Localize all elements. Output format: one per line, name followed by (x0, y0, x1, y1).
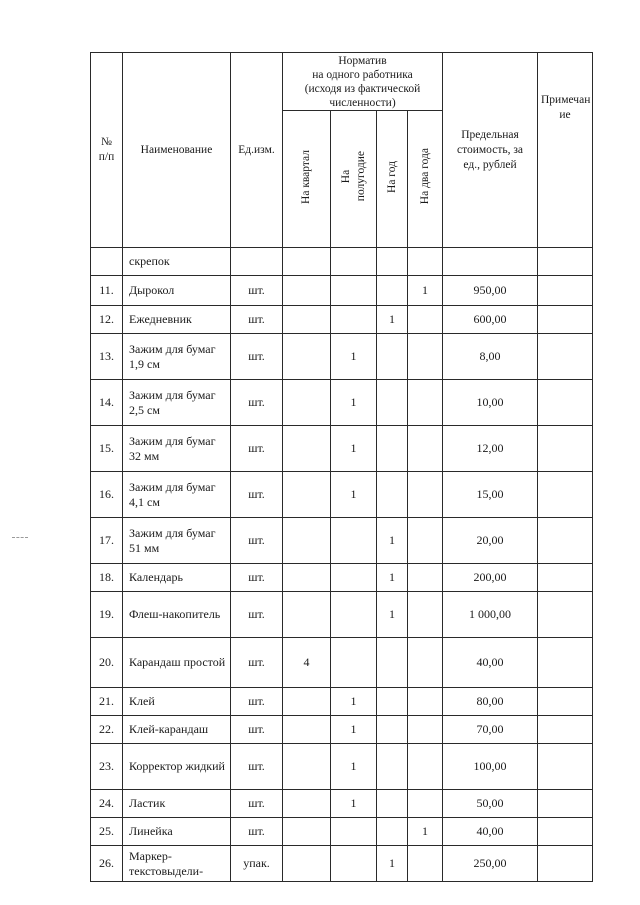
qty-halfyear (331, 846, 377, 882)
unit-cell: шт. (231, 638, 283, 688)
qty-twoyears: 1 (408, 276, 443, 306)
price-cell: 8,00 (443, 334, 538, 380)
row-number: 16. (91, 472, 123, 518)
qty-halfyear: 1 (331, 688, 377, 716)
row-number: 23. (91, 744, 123, 790)
qty-quarter (283, 592, 331, 638)
table-body (91, 248, 593, 882)
unit-cell: шт. (231, 818, 283, 846)
row-number: 26. (91, 846, 123, 882)
price-cell: 200,00 (443, 564, 538, 592)
qty-year (377, 638, 408, 688)
qty-halfyear: 1 (331, 426, 377, 472)
note-cell (538, 426, 593, 472)
unit-cell: шт. (231, 426, 283, 472)
note-cell (538, 790, 593, 818)
item-name: Маркер-текстовыдели- (123, 846, 231, 882)
qty-year (377, 472, 408, 518)
table-row (91, 472, 593, 518)
unit-cell: шт. (231, 688, 283, 716)
qty-quarter (283, 518, 331, 564)
item-name: Зажим для бумаг 51 мм (123, 518, 231, 564)
qty-twoyears (408, 564, 443, 592)
item-name: Дырокол (123, 276, 231, 306)
margin-mark (12, 537, 28, 538)
row-number: 20. (91, 638, 123, 688)
table-row (91, 846, 593, 882)
unit-cell (231, 248, 283, 276)
qty-twoyears (408, 846, 443, 882)
item-name: Зажим для бумаг 4,1 см (123, 472, 231, 518)
row-number: 21. (91, 688, 123, 716)
qty-twoyears (408, 716, 443, 744)
table-row (91, 638, 593, 688)
qty-quarter (283, 248, 331, 276)
price-cell: 12,00 (443, 426, 538, 472)
qty-quarter (283, 334, 331, 380)
header-norm: Норматив на одного работника (исходя из фактической численности) (283, 53, 443, 111)
qty-quarter (283, 818, 331, 846)
note-cell (538, 334, 593, 380)
qty-quarter (283, 426, 331, 472)
qty-twoyears (408, 426, 443, 472)
price-cell: 20,00 (443, 518, 538, 564)
price-cell: 15,00 (443, 472, 538, 518)
table-row (91, 744, 593, 790)
header-name: Наименование (123, 53, 231, 248)
item-name: Линейка (123, 818, 231, 846)
header-year: На год (377, 111, 408, 248)
qty-twoyears (408, 790, 443, 818)
note-cell (538, 564, 593, 592)
row-number: 15. (91, 426, 123, 472)
item-name: Ластик (123, 790, 231, 818)
table-row (91, 306, 593, 334)
table-row (91, 276, 593, 306)
table-row (91, 688, 593, 716)
qty-twoyears (408, 380, 443, 426)
qty-halfyear: 1 (331, 744, 377, 790)
price-cell: 100,00 (443, 744, 538, 790)
qty-year (377, 818, 408, 846)
qty-twoyears (408, 306, 443, 334)
qty-twoyears (408, 248, 443, 276)
qty-halfyear: 1 (331, 334, 377, 380)
qty-year (377, 790, 408, 818)
qty-quarter (283, 380, 331, 426)
qty-year: 1 (377, 592, 408, 638)
note-cell (538, 638, 593, 688)
unit-cell: шт. (231, 790, 283, 818)
item-name: Зажим для бумаг 2,5 см (123, 380, 231, 426)
row-number: 13. (91, 334, 123, 380)
price-cell: 600,00 (443, 306, 538, 334)
item-name: Карандаш простой (123, 638, 231, 688)
table-row (91, 592, 593, 638)
unit-cell: шт. (231, 744, 283, 790)
price-cell (443, 248, 538, 276)
qty-year (377, 688, 408, 716)
price-cell: 10,00 (443, 380, 538, 426)
qty-halfyear: 1 (331, 472, 377, 518)
item-name: Календарь (123, 564, 231, 592)
item-name: Корректор жидкий (123, 744, 231, 790)
qty-halfyear: 1 (331, 716, 377, 744)
table-row (91, 334, 593, 380)
qty-halfyear (331, 638, 377, 688)
header-halfyear: На полугодие (331, 111, 377, 248)
qty-quarter (283, 472, 331, 518)
note-cell (538, 472, 593, 518)
qty-year (377, 716, 408, 744)
qty-twoyears (408, 688, 443, 716)
qty-twoyears (408, 472, 443, 518)
price-cell: 80,00 (443, 688, 538, 716)
qty-halfyear: 1 (331, 380, 377, 426)
price-cell: 70,00 (443, 716, 538, 744)
table-row (91, 518, 593, 564)
price-cell: 40,00 (443, 638, 538, 688)
qty-halfyear (331, 592, 377, 638)
qty-twoyears (408, 518, 443, 564)
qty-year (377, 380, 408, 426)
qty-year: 1 (377, 306, 408, 334)
price-cell: 1 000,00 (443, 592, 538, 638)
qty-twoyears (408, 638, 443, 688)
header-quarter: На квартал (283, 111, 331, 248)
qty-year: 1 (377, 846, 408, 882)
qty-year (377, 276, 408, 306)
qty-quarter: 4 (283, 638, 331, 688)
item-name: Клей-карандаш (123, 716, 231, 744)
qty-year (377, 334, 408, 380)
qty-halfyear (331, 518, 377, 564)
qty-twoyears (408, 592, 443, 638)
row-number: 18. (91, 564, 123, 592)
header-note: Примечан ие (538, 53, 593, 248)
table-row (91, 248, 593, 276)
table-row (91, 818, 593, 846)
row-number (91, 248, 123, 276)
price-cell: 40,00 (443, 818, 538, 846)
note-cell (538, 846, 593, 882)
qty-halfyear (331, 276, 377, 306)
row-number: 25. (91, 818, 123, 846)
qty-halfyear (331, 306, 377, 334)
qty-twoyears (408, 744, 443, 790)
unit-cell: шт. (231, 334, 283, 380)
qty-halfyear (331, 564, 377, 592)
item-name: Клей (123, 688, 231, 716)
unit-cell: шт. (231, 564, 283, 592)
row-number: 12. (91, 306, 123, 334)
price-cell: 250,00 (443, 846, 538, 882)
header-twoyears: На два года (408, 111, 443, 248)
row-number: 11. (91, 276, 123, 306)
unit-cell: шт. (231, 592, 283, 638)
unit-cell: упак. (231, 846, 283, 882)
unit-cell: шт. (231, 306, 283, 334)
table-row (91, 564, 593, 592)
unit-cell: шт. (231, 518, 283, 564)
note-cell (538, 306, 593, 334)
row-number: 19. (91, 592, 123, 638)
note-cell (538, 380, 593, 426)
item-name: Зажим для бумаг 1,9 см (123, 334, 231, 380)
row-number: 14. (91, 380, 123, 426)
norms-table (90, 52, 593, 882)
qty-year (377, 426, 408, 472)
qty-halfyear (331, 248, 377, 276)
row-number: 24. (91, 790, 123, 818)
qty-year: 1 (377, 564, 408, 592)
item-name: скрепок (123, 248, 231, 276)
unit-cell: шт. (231, 472, 283, 518)
header-unit: Ед.изм. (231, 53, 283, 248)
row-number: 17. (91, 518, 123, 564)
note-cell (538, 744, 593, 790)
qty-year (377, 248, 408, 276)
note-cell (538, 818, 593, 846)
note-cell (538, 518, 593, 564)
item-name: Ежедневник (123, 306, 231, 334)
price-cell: 950,00 (443, 276, 538, 306)
qty-twoyears: 1 (408, 818, 443, 846)
row-number: 22. (91, 716, 123, 744)
table-row (91, 380, 593, 426)
qty-quarter (283, 716, 331, 744)
qty-quarter (283, 790, 331, 818)
note-cell (538, 716, 593, 744)
qty-quarter (283, 846, 331, 882)
note-cell (538, 688, 593, 716)
qty-halfyear (331, 818, 377, 846)
note-cell (538, 276, 593, 306)
qty-year: 1 (377, 518, 408, 564)
item-name: Флеш-накопитель (123, 592, 231, 638)
qty-halfyear: 1 (331, 790, 377, 818)
unit-cell: шт. (231, 716, 283, 744)
qty-quarter (283, 744, 331, 790)
table-row (91, 426, 593, 472)
header-num: № п/п (91, 53, 123, 248)
table-row (91, 790, 593, 818)
qty-quarter (283, 688, 331, 716)
qty-year (377, 744, 408, 790)
unit-cell: шт. (231, 276, 283, 306)
qty-quarter (283, 276, 331, 306)
price-cell: 50,00 (443, 790, 538, 818)
qty-quarter (283, 306, 331, 334)
table-row (91, 716, 593, 744)
header-price: Предельная стоимость, за ед., рублей (443, 53, 538, 248)
qty-quarter (283, 564, 331, 592)
table-header (91, 53, 593, 248)
note-cell (538, 592, 593, 638)
unit-cell: шт. (231, 380, 283, 426)
note-cell (538, 248, 593, 276)
qty-twoyears (408, 334, 443, 380)
item-name: Зажим для бумаг 32 мм (123, 426, 231, 472)
